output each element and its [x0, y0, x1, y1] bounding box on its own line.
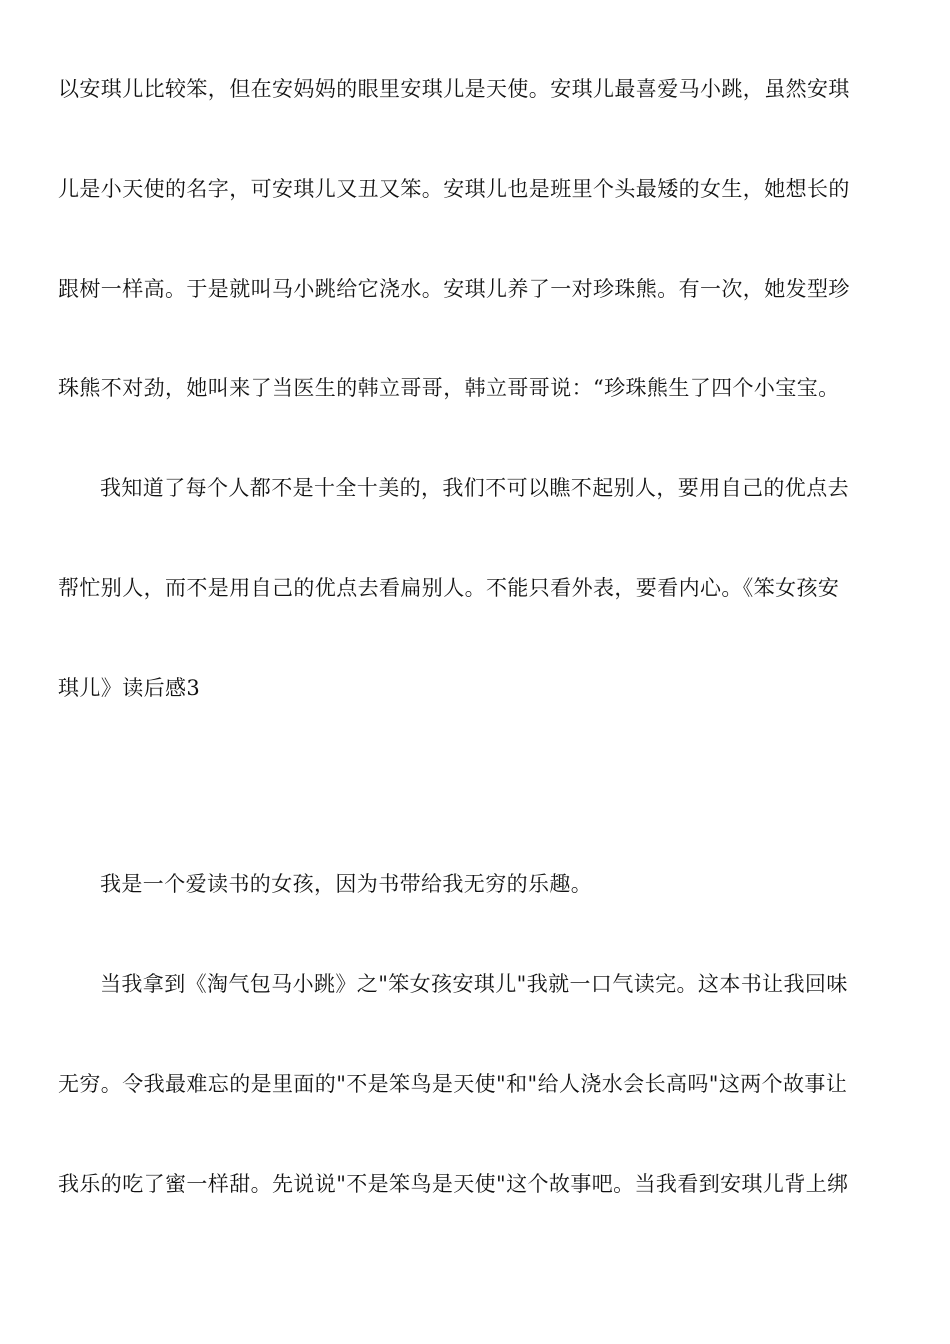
text-line: 当我拿到《淘气包马小跳》之"笨女孩安琪儿"我就一口气读完。这本书让我回味	[100, 972, 848, 996]
text-line: 跟树一样高。于是就叫马小跳给它浇水。安琪儿养了一对珍珠熊。有一次，她发型珍	[58, 277, 850, 301]
text-line: 帮忙别人，而不是用自己的优点去看扁别人。不能只看外表，要看内心。《笨女孩安	[58, 576, 840, 600]
text-line: 以安琪儿比较笨，但在安妈妈的眼里安琪儿是天使。安琪儿最喜爱马小跳，虽然安琪	[58, 77, 850, 101]
text-line: 我乐的吃了蜜一样甜。先说说"不是笨鸟是天使"这个故事吧。当我看到安琪儿背上绑	[58, 1172, 849, 1196]
text-line: 我知道了每个人都不是十全十美的，我们不可以瞧不起别人，要用自己的优点去	[100, 476, 849, 500]
text-line: 我是一个爱读书的女孩，因为书带给我无穷的乐趣。	[100, 872, 593, 896]
text-line: 无穷。令我最难忘的是里面的"不是笨鸟是天使"和"给人浇水会长高吗"这两个故事让	[58, 1072, 848, 1096]
text-line: 珠熊不对劲，她叫来了当医生的韩立哥哥，韩立哥哥说：“珍珠熊生了四个小宝宝。	[58, 376, 840, 400]
text-line: 儿是小天使的名字，可安琪儿又丑又笨。安琪儿也是班里个头最矮的女生，她想长的	[58, 177, 850, 201]
text-line: 琪儿》读后感3	[58, 676, 201, 700]
